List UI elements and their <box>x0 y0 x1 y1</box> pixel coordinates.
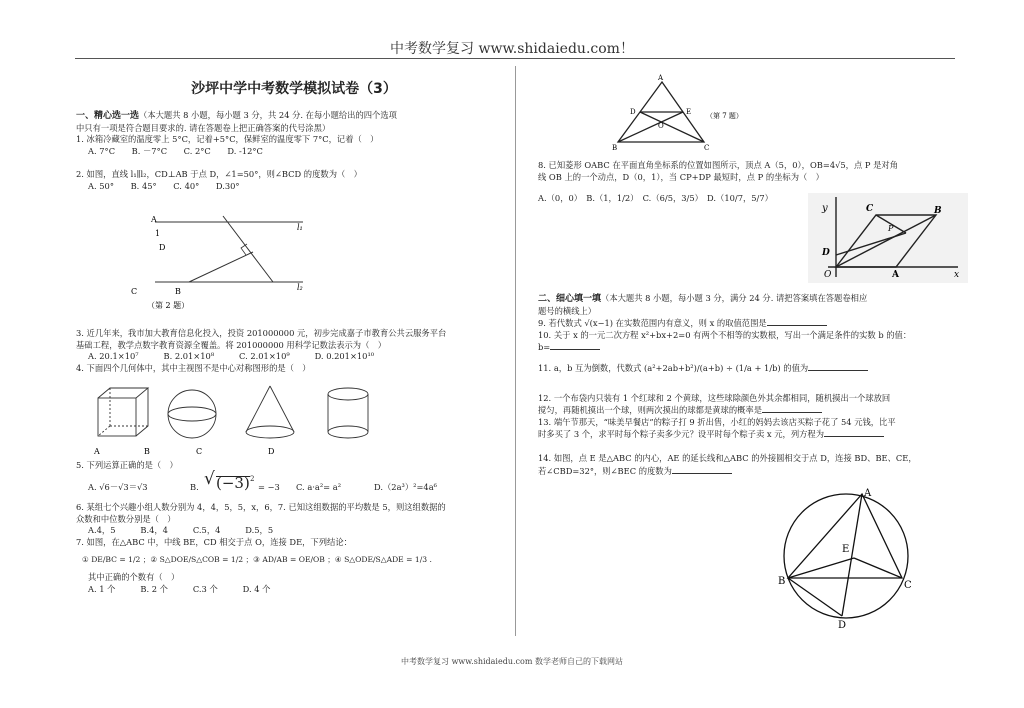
q5-option-b-label: B. <box>190 482 199 492</box>
q4-stem: 4. 下面四个几何体中，其中主视图不是中心对称图形的是（ ） <box>76 362 311 373</box>
column-divider <box>515 66 516 636</box>
q5-stem: 5. 下列运算正确的是（ ） <box>76 460 178 470</box>
q11-answer-blank[interactable] <box>808 362 868 371</box>
q4-label-A: A <box>94 447 100 456</box>
section2-heading: 二、细心填一填 <box>538 294 602 304</box>
q14-figure <box>774 482 924 632</box>
fig8-label-x: x <box>954 270 960 280</box>
section2-intro2: 题号的横线上） <box>538 305 597 316</box>
fig2-label-B: B <box>175 287 181 296</box>
cylinder-solid <box>328 388 368 438</box>
q2-options: A. 50° B. 45° C. 40° D.30° <box>88 180 240 191</box>
q4-label-C: C <box>196 447 203 456</box>
fig2-label-l1: l₁ <box>297 223 303 232</box>
line-cd <box>189 252 253 282</box>
q4-label-D: D <box>268 447 275 456</box>
q3-options: A. 20.1×10⁷ B. 2.01×10⁸ C. 2.01×10⁹ D. 0.201×10¹⁰ <box>88 351 375 362</box>
fig7-caption: （第 7 题） <box>706 112 743 120</box>
fig8-label-P: P <box>888 224 894 233</box>
cone-solid <box>246 386 294 438</box>
q5-option-b-radical: √ <box>204 469 215 489</box>
q6-stem2: 众数和中位数分别是（ ） <box>76 513 176 524</box>
q14-answer-blank[interactable] <box>672 465 732 474</box>
q10-answer-blank[interactable] <box>550 341 600 350</box>
fig14-label-A: A <box>864 488 872 499</box>
q8-options: A.（0，0） B.（1，1/2） C.（6/5，3/5） D.（10/7，5/7） <box>538 193 773 204</box>
q9-answer-blank[interactable] <box>767 317 827 326</box>
q13-answer-blank[interactable] <box>824 428 884 437</box>
q8-stem1: 8. 已知菱形 OABC 在平面直角坐标系的位置如图所示，顶点 A（5，0），OB=4√5，点 P 是对角 <box>538 160 899 170</box>
fig8-label-y: y <box>822 203 828 214</box>
q5-option-b-rest: = −3 <box>258 482 280 492</box>
line-ab <box>223 216 273 282</box>
left-column-bottom <box>76 502 508 595</box>
fig2-label-D: D <box>159 243 166 252</box>
fig8-label-A: A <box>892 270 899 280</box>
fig2-label-A: A <box>151 215 157 224</box>
q12-line1: 12. 一个布袋内只装有 1 个红球和 2 个黄球，这些球除颜色外其余都相同，随机摸出一个球放回 <box>538 392 891 403</box>
section1-intro2: 中只有一项是符合题目要求的. 请在答题卷上把正确答案的代号涂黑） <box>76 122 331 133</box>
q5-option-b-expr: (−3) <box>216 474 250 492</box>
q11: 11. a，b 互为倒数，代数式 (a²+2ab+b²)/(a+b) ÷ (1/a + 1/b) 的值为 <box>538 354 978 375</box>
q14-line2: 若∠CBD=32°，则∠BEC 的度数为 <box>538 465 978 478</box>
q3-stem1: 3. 近几年来，我市加大教育信息化投入，投资 201000000 元，初步完成嘉子市教育公共云服务平台 <box>76 328 447 338</box>
fig2-label-l2: l₂ <box>297 283 303 292</box>
q12-answer-blank[interactable] <box>762 404 822 413</box>
fig14-label-B: B <box>778 576 786 587</box>
q9: 9. 若代数式 √(x−1) 在实数范围内有意义，则 x 的取值范围是 <box>538 317 978 330</box>
fig7-label-O: O <box>658 122 664 130</box>
q2-stem: 2. 如图，直线 l₁∥l₂，CD⊥AB 于点 D，∠1=50°，则∠BCD 的度数为（ ） <box>76 169 362 180</box>
section2-intro: 二、细心填一填（本大题共 8 小题，每小题 3 分，满分 24 分. 请把答案填在答题卷相应 <box>538 293 868 304</box>
fig8-label-B: B <box>934 206 942 216</box>
exam-title: 沙坪中学中考数学模拟试卷（3） <box>191 81 397 97</box>
q7-items: ① DE/BC = 1/2 ；② S△DOE/S△COB = 1/2 ；③ AD/AB = OE/OB ；④ S△ODE/S△ADE = 1/3 . <box>82 555 432 565</box>
fig8-label-C: C <box>866 204 874 214</box>
q5-block <box>76 460 508 472</box>
fig7-label-E: E <box>686 108 692 116</box>
q14-line1: 14. 如图，点 E 是△ABC 的内心，AE 的延长线和△ABC 的外接圆相交于点 D，连接 BD、BE、CE， <box>538 452 917 463</box>
fig14-label-D: D <box>838 620 847 631</box>
q6-stem1: 6. 某组七个兴趣小组人数分别为 4，4，5，5，x，6，7. 已知这组数据的平均数是 5，则这组数据的 <box>76 502 446 512</box>
q7-stem: 7. 如图，在△ABC 中，中线 BE，CD 相交于点 O，连接 DE，下列结论： <box>76 536 352 547</box>
q4-label-B: B <box>144 447 150 456</box>
page-footer: 中考数学复习 www.shidaiedu.com 数学老师自己的下载网站 <box>401 657 623 666</box>
right-column-fill <box>538 293 978 477</box>
section1-heading: 一、精心选一选 <box>76 111 140 121</box>
left-column-lower <box>76 328 508 374</box>
section1-intro: 一、精心选一选（本大题共 8 小题，每小题 3 分，共 24 分. 在每小题给出的四个选项 <box>76 110 397 121</box>
q4-figure <box>88 384 388 460</box>
q10-line2: b= <box>538 341 978 354</box>
right-angle-mark <box>241 244 247 255</box>
q5-option-b-exp: 2 <box>250 475 255 483</box>
sphere-solid <box>168 390 216 438</box>
fig14-label-C: C <box>904 580 912 591</box>
page-header: 中考数学复习 www.shidaiedu.com！ <box>390 41 634 57</box>
fig14-label-E: E <box>842 544 850 555</box>
q3-stem2: 基础工程，教学点数字教育资源全覆盖。将 201000000 用科学记数法表示为（ ） <box>76 339 386 350</box>
q8-figure <box>808 193 968 283</box>
q13-line2: 时多买了 3 个，求平时每个粽子卖多少元？设平时每个粽子卖 x 元，列方程为 <box>538 428 978 441</box>
fig8-label-O: O <box>824 270 832 280</box>
q7-options: A. 1 个 B. 2 个 C.3 个 D. 4 个 <box>88 583 271 594</box>
q7-count: 其中正确的个数有（ ） <box>88 571 180 582</box>
fig7-label-C: C <box>704 144 710 152</box>
q5-option-c: C. a·a²= a² <box>296 482 342 492</box>
fig2-label-C: C <box>131 287 138 296</box>
cube-solid <box>98 388 148 436</box>
q5-option-a: A. √6－√3＝√3 <box>88 482 148 492</box>
header-rule <box>75 58 955 59</box>
fig7-label-B: B <box>612 144 618 152</box>
fig7-label-A: A <box>658 74 664 82</box>
fig7-label-D: D <box>630 108 636 116</box>
q1-stem: 1. 冰箱冷藏室的温度零上 5°C，记着+5°C，保鲜室的温度零下 7°C，记着（ ） <box>76 134 379 145</box>
q13-line1: 13. 端午节那天，“味美早餐店”的粽子打 9 折出售，小红的妈妈去该店买粽子花了 54 元钱，比平 <box>538 416 896 427</box>
q5-option-d: D.（2a³）²=4a⁶ <box>374 482 437 492</box>
fig2-label-1: 1 <box>155 229 161 238</box>
q6-options: A.4，5 B.4，4 C.5，4 D.5，5 <box>88 525 274 536</box>
fig2-caption: （第 2 题） <box>147 301 190 310</box>
q12-line2: 搅匀，再随机摸出一个球，则两次摸出的球都是黄球的概率是 <box>538 404 978 417</box>
q1-options: A. 7°C B. －7°C C. 2°C D. -12°C <box>88 145 263 156</box>
q7-figure <box>612 72 752 152</box>
q8-stem2: 线 OB 上的一个动点，D（0，1），当 CP+DP 最短时，点 P 的坐标为（ ） <box>538 171 824 182</box>
q2-figure <box>125 208 315 313</box>
fig8-label-D: D <box>822 248 830 258</box>
left-column <box>76 110 508 193</box>
q10-line1: 10. 关于 x 的一元二次方程 x²+bx+2=0 有两个不相等的实数根，写出一个满足条件的实数 b 的值： <box>538 329 912 340</box>
